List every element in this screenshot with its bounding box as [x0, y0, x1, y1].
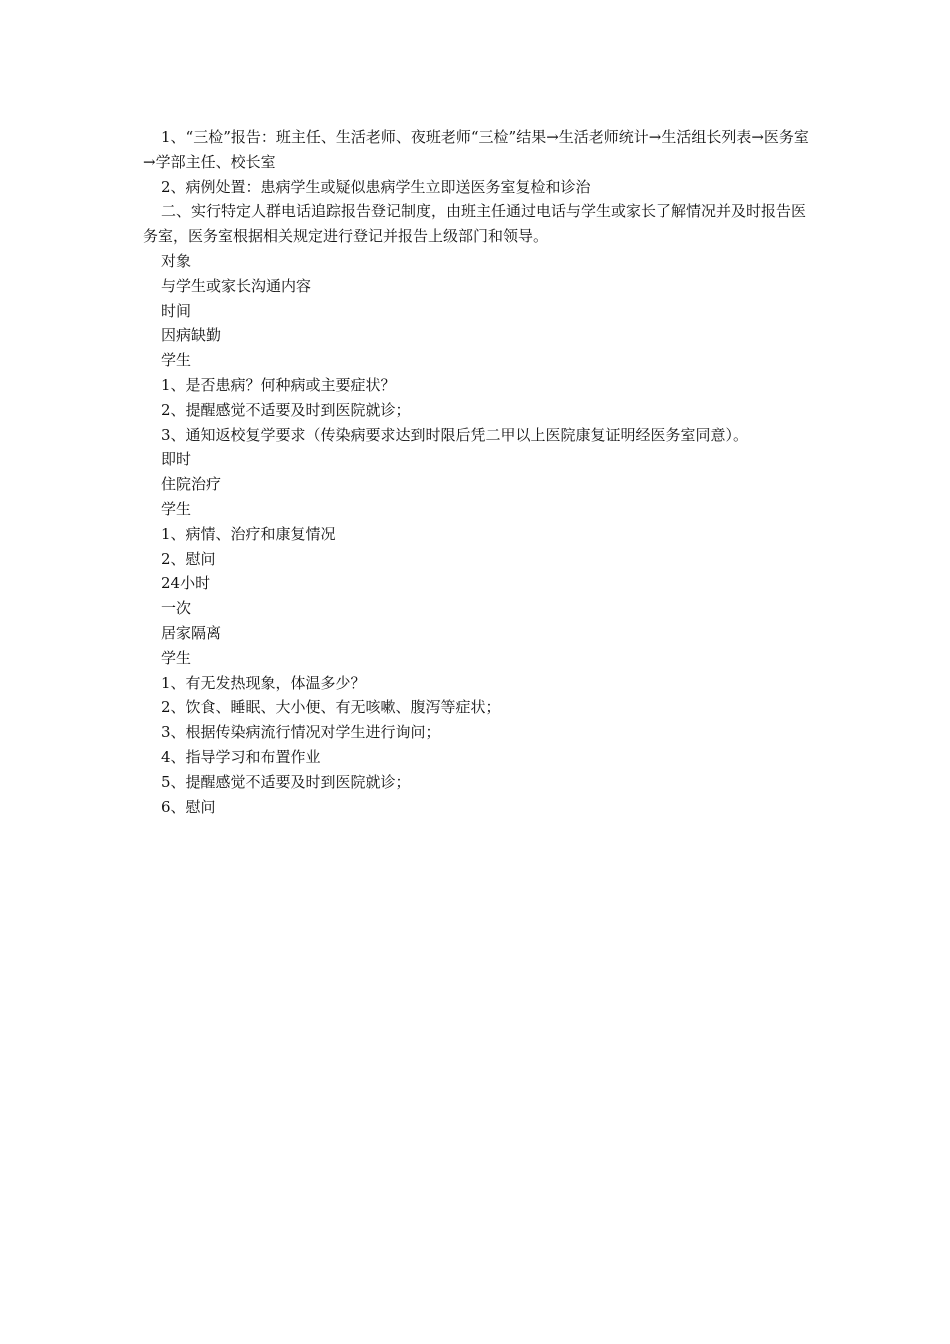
target-student: 学生: [161, 351, 192, 370]
target-student: 学生: [161, 499, 192, 518]
list-item: 6、慰问: [161, 797, 216, 816]
list-item: 5、提醒感觉不适要及时到医院就诊；: [161, 772, 411, 791]
list-item: 1、有无发热现象，体温多少？: [161, 673, 366, 692]
paragraph-case-handling: 2、病例处置：患病学生或疑似患病学生立即送医务室复检和诊治: [161, 177, 591, 196]
list-item: 2、慰问: [161, 549, 216, 568]
document-body: [143, 125, 811, 819]
table-header-target: 对象: [161, 251, 192, 270]
list-item: 1、病情、治疗和康复情况: [161, 524, 336, 543]
time-value: 一次: [161, 599, 192, 618]
paragraph-three-check-report: 1、“三检”报告：班主任、生活老师、夜班老师“三检”结果→生活老师统计→生活组长列表→医务室→学部主任、校长室: [143, 128, 809, 171]
list-item: 2、提醒感觉不适要及时到医院就诊；: [161, 400, 411, 419]
list-item: 4、指导学习和布置作业: [161, 747, 321, 766]
category-hospitalized: 住院治疗: [161, 475, 222, 494]
list-item: 3、通知返校复学要求（传染病要求达到时限后凭二甲以上医院康复证明经医务室同意）。: [161, 425, 749, 444]
time-value: 24小时: [161, 574, 211, 593]
target-student: 学生: [161, 648, 192, 667]
table-header-communication-content: 与学生或家长沟通内容: [161, 276, 312, 295]
category-home-isolation: 居家隔离: [161, 623, 222, 642]
list-item: 3、根据传染病流行情况对学生进行询问；: [161, 723, 441, 742]
category-sick-absence: 因病缺勤: [161, 326, 222, 345]
list-item: 1、是否患病？何种病或主要症状？: [161, 375, 396, 394]
paragraph-phone-tracking-system: 二、实行特定人群电话追踪报告登记制度，由班主任通过电话与学生或家长了解情况并及时报告医务室，医务室根据相关规定进行登记并报告上级部门和领导。: [143, 202, 807, 246]
table-header-time: 时间: [161, 301, 192, 320]
time-value: 即时: [161, 450, 192, 469]
list-item: 2、饮食、睡眠、大小便、有无咳嗽、腹泻等症状；: [161, 698, 501, 717]
